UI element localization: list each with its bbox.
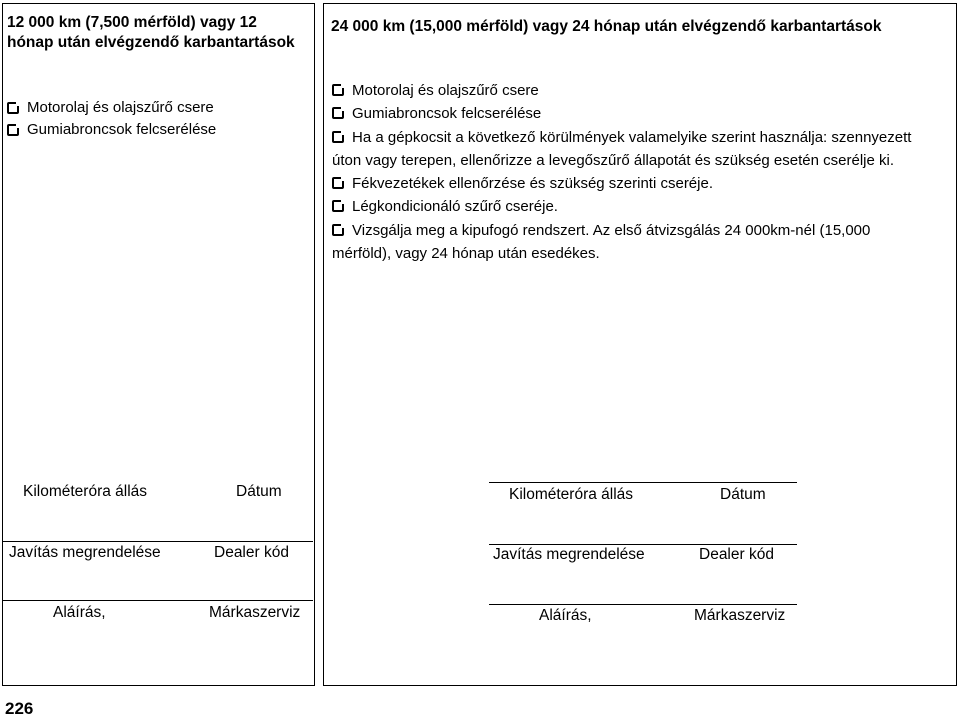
signature-line	[2, 600, 313, 601]
signature-line	[489, 544, 797, 545]
checklist-item: Motorolaj és olajszűrő csere	[332, 79, 932, 102]
signature-line	[489, 482, 797, 483]
page-number: 226	[5, 699, 34, 718]
left-checklist	[7, 97, 307, 141]
right-box-title: 24 000 km (15,000 mérföld) vagy 24 hónap után elvégzendő karbantartások	[331, 18, 882, 35]
date-label: Dátum	[236, 483, 282, 500]
checkbox-icon[interactable]	[332, 107, 344, 119]
checkbox-icon[interactable]	[332, 131, 344, 143]
authorized-service-label: Márkaszerviz	[694, 607, 786, 624]
checkbox-icon[interactable]	[332, 224, 344, 236]
odometer-label: Kilométeróra állás	[23, 483, 148, 500]
checkbox-icon[interactable]	[332, 200, 344, 212]
date-label: Dátum	[720, 486, 766, 503]
repair-order-label: Javítás megrendelése	[493, 546, 645, 563]
repair-order-label: Javítás megrendelése	[9, 544, 161, 561]
left-box-title: 12 000 km (7,500 mérföld) vagy 12 hónap után elvégzendő karbantartások	[7, 14, 295, 51]
checklist-item: Gumiabroncsok felcserélése	[332, 102, 932, 125]
right-checklist	[332, 79, 932, 265]
checklist-item: Ha a gépkocsit a következő körülmények valamelyike szerint használja: szennyezett úton vagy terepen, ellenőrizze a levegőszűrő állapotát és szükség esetén cserélje ki.	[332, 128, 912, 169]
signature-label: Aláírás,	[53, 604, 106, 621]
dealer-code-label: Dealer kód	[699, 546, 774, 563]
checkbox-icon[interactable]	[7, 102, 19, 114]
signature-line	[2, 541, 313, 542]
checklist-item: Légkondicionáló szűrő cseréje.	[332, 195, 932, 218]
checklist-item: Fékvezetékek ellenőrzése és szükség szerinti cseréje.	[332, 172, 932, 195]
checkbox-icon[interactable]	[332, 177, 344, 189]
odometer-label: Kilométeróra állás	[509, 486, 634, 503]
signature-label: Aláírás,	[539, 607, 592, 624]
dealer-code-label: Dealer kód	[214, 544, 289, 561]
checkbox-icon[interactable]	[332, 84, 344, 96]
checklist-item: Vizsgálja meg a kipufogó rendszert. Az első átvizsgálás 24 000km-nél (15,000 mérföld), vagy 24 hónap után esedékes.	[332, 221, 871, 263]
signature-line	[489, 604, 797, 605]
authorized-service-label: Márkaszerviz	[209, 604, 301, 621]
checkbox-icon[interactable]	[7, 124, 19, 136]
checklist-item: Gumiabroncsok felcserélése	[7, 119, 307, 141]
checklist-item: Motorolaj és olajszűrő csere	[7, 97, 307, 119]
